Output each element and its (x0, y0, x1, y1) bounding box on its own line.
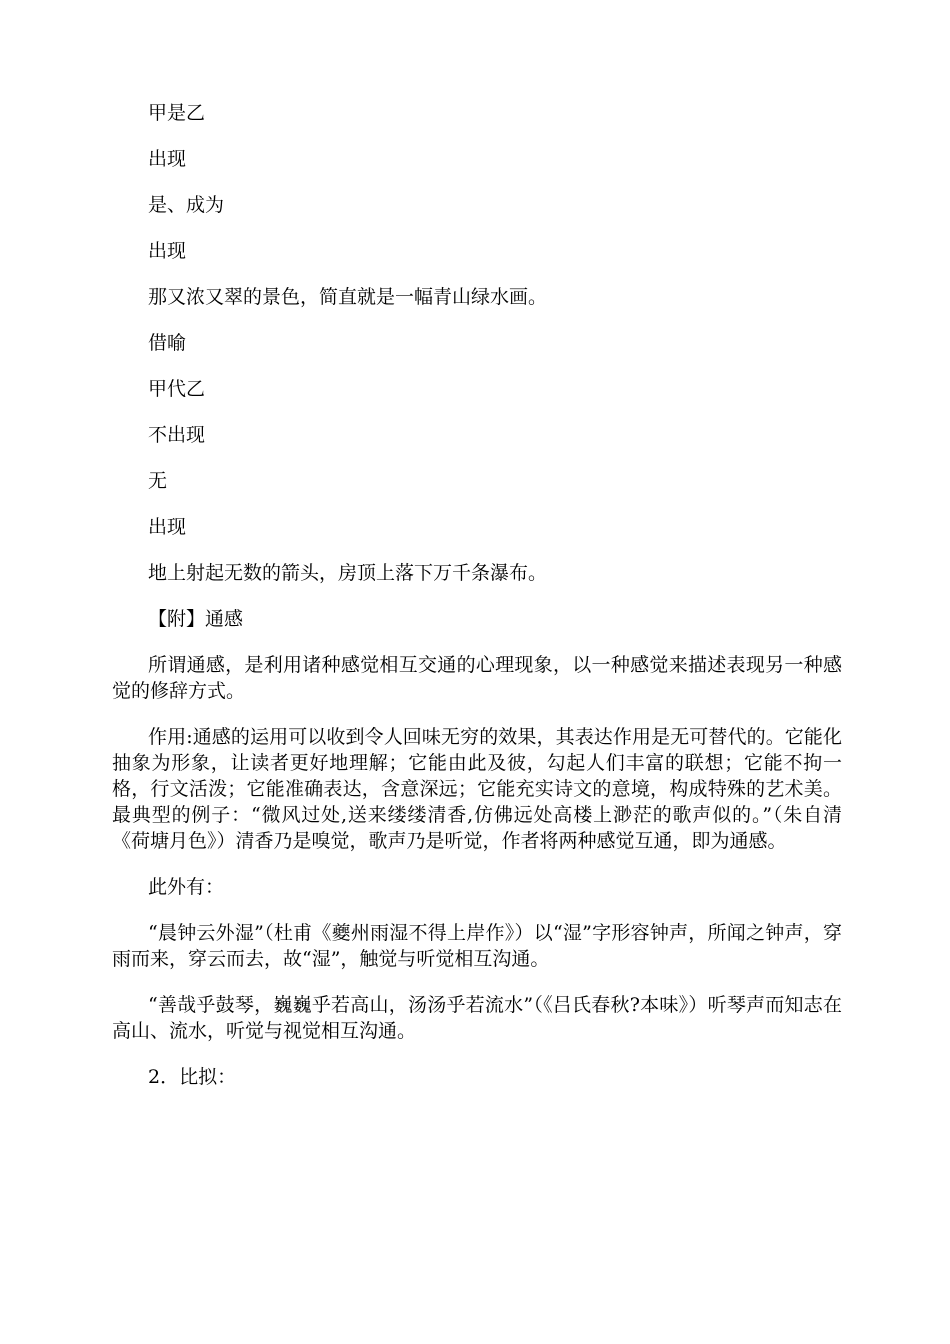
text-line: 出现 (148, 240, 187, 262)
text-line: 出现 (148, 516, 187, 538)
example-paragraph: “晨钟云外湿”（杜甫《夔州雨湿不得上岸作》）以“湿”字形容钟声，所闻之钟声，穿雨而来，穿云而去，故“湿”，触觉与听觉相互沟通。 (112, 922, 842, 970)
text-line: 出现 (148, 148, 187, 170)
text-line: 无 (148, 470, 168, 492)
text-line: 不出现 (148, 424, 206, 446)
text-line: 甲是乙 (148, 102, 206, 124)
text-line: 甲代乙 (148, 378, 206, 400)
example-sentence: 那又浓又翠的景色，简直就是一幅青山绿水画。 (148, 286, 548, 308)
section-heading: 【附】通感 (148, 608, 244, 630)
example-sentence: 地上射起无数的箭头，房顶上落下万千条瀑布。 (148, 562, 548, 584)
example-paragraph: “善哉乎鼓琴，巍巍乎若高山，汤汤乎若流水”（《吕氏春秋?本味》）听琴声而知志在高山、流水，听觉与视觉相互沟通。 (112, 994, 842, 1042)
text-paragraph: 此外有： (148, 876, 225, 898)
text-line: 借喻 (148, 332, 187, 354)
definition-paragraph: 所谓通感，是利用诸种感觉相互交通的心理现象，以一种感觉来描述表现另一种感觉的修辞方式。 (112, 654, 842, 702)
section-heading: 2．比拟： (148, 1066, 237, 1088)
text-line: 是、成为 (148, 194, 225, 216)
function-paragraph: 作用:通感的运用可以收到令人回味无穷的效果，其表达作用是无可替代的。它能化抽象为形象，让读者更好地理解；它能由此及彼，勾起人们丰富的联想；它能不拘一格，行文活泼；它能准确表达，含意深远；它能充实诗文的意境，构成特殊的艺术美。最典型的例子：“微风过处,送来缕缕清香,仿佛远处高楼上渺茫的歌声似的。”（朱自清《荷塘月色》）清香乃是嗅觉，歌声乃是听觉，作者将两种感觉互通，即为通感。 (112, 726, 842, 852)
document-body (112, 100, 842, 1110)
